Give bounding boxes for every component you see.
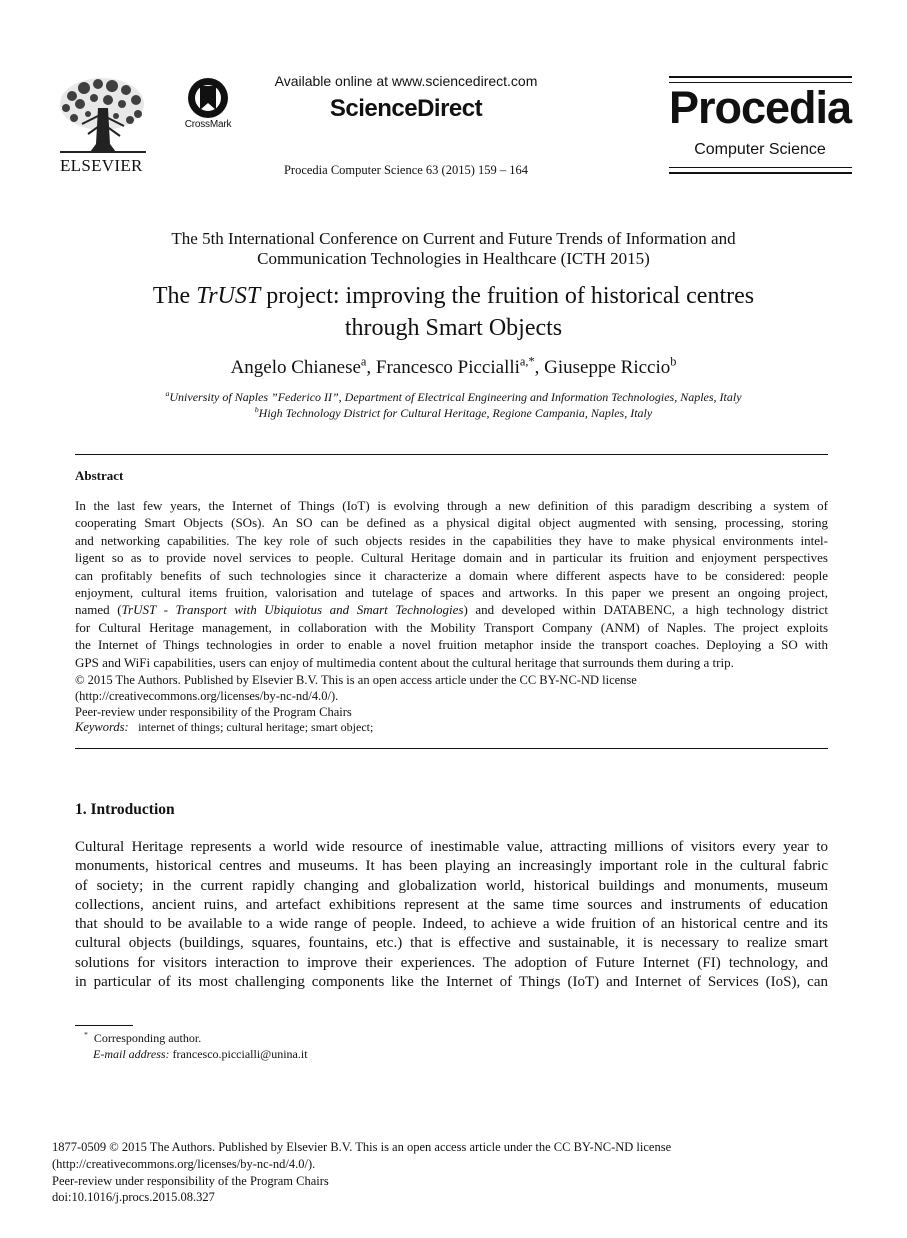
affiliation	[60, 390, 847, 405]
license-link[interactable]: (http://creativecommons.org/licenses/by-nc-nd/4.0/).	[75, 689, 339, 703]
introduction-body	[75, 838, 828, 992]
affiliation-mark: b	[254, 405, 259, 414]
author-affil-mark: a,*	[519, 354, 535, 369]
footer-license-link[interactable]: (http://creativecommons.org/licenses/by-nc-nd/4.0/).	[52, 1157, 316, 1171]
abstract-line: and networking capabilities. The key role of such objects resides in the capabilities they have to make physical environments intel-	[75, 532, 828, 548]
body-line: monuments, historical centres and museums. It has been playing an increasingly important role in the cultural fabric	[75, 858, 828, 875]
footer-peer-review: Peer-review under responsibility of the Program Chairs	[52, 1174, 329, 1188]
keywords-list: internet of things; cultural heritage; smart object;	[138, 720, 374, 734]
journal-reference: Procedia Computer Science 63 (2015) 159 – 164	[283, 163, 529, 177]
body-line: Cultural Heritage represents a world wide resource of inestimable value, attracting millions of visitors every year to	[75, 839, 828, 855]
footnote-email	[93, 1047, 308, 1062]
title-text: project: improving the fruition of historical centres	[260, 283, 755, 309]
abstract-line: cooperating Smart Objects (SOs). An SO can be defined as a physical digital object augmented with sensing, processing, storing	[75, 515, 828, 531]
conference-line: The 5th International Conference on Current and Future Trends of Information and	[171, 229, 736, 248]
keywords-label: Keywords:	[75, 720, 129, 734]
keywords	[75, 719, 373, 735]
conference-line: Communication Technologies in Healthcare (ICTH 2015)	[257, 249, 650, 268]
abstract-line	[75, 601, 828, 618]
footnote-mark: *	[84, 1030, 88, 1039]
title-text: The	[152, 283, 197, 309]
affiliation-mark: a	[165, 389, 170, 398]
available-online-text: Available online at www.sciencedirect.com	[274, 73, 538, 89]
author-separator: ,	[534, 357, 545, 378]
affiliation	[60, 406, 847, 421]
author-affil-mark: b	[670, 354, 677, 369]
abstract-line: GPS and WiFi capabilities, users can enjoy of multimedia content about the cultural heritage that surrounds them during a trip.	[75, 654, 734, 670]
author-list	[60, 354, 847, 379]
body-line: of society; in the current rapidly changing and globalization world, historical buildings and monuments, museum	[75, 877, 828, 894]
abstract-line: the Internet of Things technologies in order to enable a novel fruition metaphor inside the transport coaches. Deploying a SO with	[75, 637, 828, 653]
footnote-text: Corresponding author.	[93, 1031, 202, 1045]
abstract-text: named (	[75, 602, 122, 618]
author-name: Francesco Piccialli	[375, 357, 520, 378]
abstract-rule-top	[75, 454, 828, 455]
journal-logo-name: Procedia	[668, 82, 852, 133]
journal-logo-rule-top	[669, 76, 852, 78]
body-line: collections, ancient ruins, and artefact exhibitions represent at the same time sources and instruments of education	[75, 896, 828, 913]
crossmark-label: CrossMark	[184, 119, 232, 130]
email-label: E-mail address:	[93, 1047, 170, 1061]
abstract-body	[75, 497, 828, 671]
paper-title	[60, 280, 847, 344]
footer-issn-copyright: 1877-0509 © 2015 The Authors. Published by Elsevier B.V. This is an open access article under the CC BY-NC-ND license	[52, 1140, 672, 1154]
conference-name	[60, 229, 847, 269]
journal-logo-rule-bottom-thin	[669, 167, 852, 168]
abstract-line: In the last few years, the Internet of Things (IoT) is evolving through a new definition of this paradigm describing a system of	[75, 498, 828, 513]
title-project-name: TrUST	[196, 283, 261, 309]
author-name: Angelo Chianese	[230, 357, 361, 378]
publisher-name: ELSEVIER	[60, 156, 143, 175]
abstract-line: enjoyment, cultural items fruition, valorisation and tutelage of spaces and artworks. In this paper we present an ongoing project,	[75, 585, 828, 601]
footnote-rule	[75, 1025, 133, 1026]
author-name: Giuseppe Riccio	[544, 357, 671, 378]
title-text: through Smart Objects	[344, 315, 563, 341]
body-line: in particular of its most challenging components like the Internet of Things (IoT) and Internet of Services (IoS), can	[75, 974, 828, 991]
project-acronym-expansion: TrUST - Transport with Ubiquiotus and Smart Technologies	[121, 602, 464, 618]
affiliation-text: University of Naples ”Federico II”, Department of Electrical Engineering and Information Technologies, Naples, Italy	[169, 390, 742, 404]
body-line: solutions for visitors interaction to improve their experiences. The adoption of Future Internet (FI) technology, and	[75, 954, 828, 971]
abstract-rule-bottom	[75, 748, 828, 749]
journal-logo-rule-bottom	[669, 172, 852, 174]
abstract-line: can profitably benefits of such technologies since it characterize a domain where different aspects have to be considered: people	[75, 567, 828, 583]
body-line: cultural objects (buildings, squares, fountains, etc.) that is effective and sustainable, it is necessary to realize smart	[75, 935, 828, 952]
affiliation-text: High Technology District for Cultural Heritage, Regione Campania, Naples, Italy	[258, 406, 653, 420]
journal-logo-subtitle: Computer Science	[694, 141, 826, 158]
abstract-line: ligent so as to provide novel services to people. Cultural Heritage domain and in particular its fruition and enjoyment perspectives	[75, 550, 828, 566]
abstract-text: ) and developed within DATABENC, a high technology district	[463, 602, 829, 618]
abstract-line: for Cultural Heritage management, in collaboration with the Mobility Transport Company (ANM) of Naples. The project exploits	[75, 619, 828, 635]
peer-review-note: Peer-review under responsibility of the Program Chairs	[75, 705, 352, 719]
author-separator: ,	[366, 357, 376, 378]
sciencedirect-brand: ScienceDirect	[329, 95, 483, 122]
body-line: that should to be available to a wide range of people. Indeed, to achieve a wide fruition of an historical centre and its	[75, 916, 828, 933]
copyright-notice: © 2015 The Authors. Published by Elsevier B.V. This is an open access article under the CC BY-NC-ND license	[75, 673, 637, 687]
email-address[interactable]: francesco.piccialli@unina.it	[172, 1047, 308, 1061]
abstract-heading: Abstract	[75, 468, 124, 483]
footer-doi[interactable]: doi:10.1016/j.procs.2015.08.327	[52, 1190, 215, 1204]
author-affil-mark: a	[360, 354, 367, 369]
footnote-corresponding	[84, 1031, 201, 1046]
section-heading-introduction: 1. Introduction	[75, 801, 175, 818]
